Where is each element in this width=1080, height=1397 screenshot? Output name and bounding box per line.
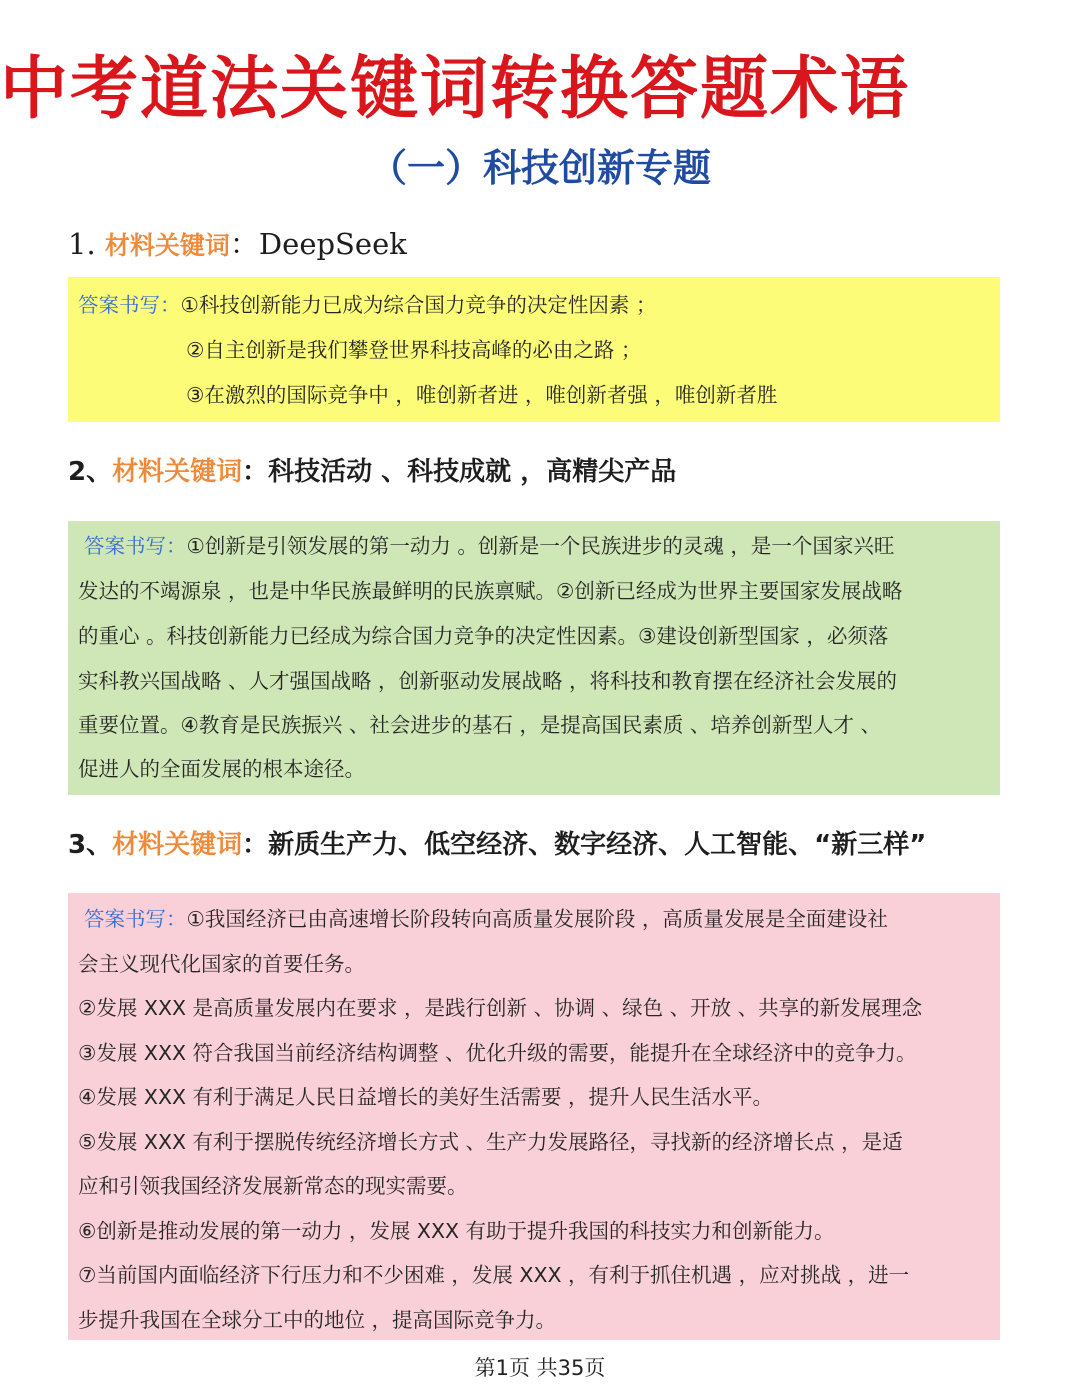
answer-line: 会主义现代化国家的首要任务。 bbox=[78, 952, 365, 976]
answer-line: ⑦当前国内面临经济下行压力和不少困难 ，发展 XXX ，有利于抓住机遇 ，应对挑战 ，进一 bbox=[78, 1263, 910, 1287]
answer-text: ①创新是引领发展的第一动力 。创新是一个民族进步的灵魂 ，是一个国家兴旺 bbox=[186, 534, 895, 558]
keywords-text: 科技活动 、科技成就 ，高精尖产品 bbox=[268, 457, 677, 487]
section-number: 3、 bbox=[68, 830, 113, 860]
answer-line bbox=[84, 524, 894, 568]
answer-label: 答案书写： bbox=[78, 293, 181, 317]
keyword-label: 材料关键词 bbox=[112, 457, 243, 487]
page-title: 中考道法关键词转换答题术语 bbox=[0, 50, 911, 129]
keywords-text: 新质生产力、低空经济、数字经济、人工智能、“新三样” bbox=[268, 830, 927, 860]
section-1-answer-box bbox=[68, 277, 1000, 422]
page-footer: 第1页 共35页 bbox=[474, 1356, 606, 1380]
answer-line: ②发展 XXX 是高质量发展内在要求 ，是践行创新 、协调 、绿色 、开放 、共享的新发展理念 bbox=[78, 996, 923, 1020]
answer-line: 重要位置。④教育是民族振兴 、社会进步的基石 ，是提高国民素质 、培养创新型人才 、 bbox=[78, 713, 881, 737]
answer-line: 的重心 。科技创新能力已经成为综合国力竞争的决定性因素。③建设创新型国家 ，必须落 bbox=[78, 624, 889, 648]
keyword-colon: ： bbox=[242, 830, 269, 860]
answer-line: ③在激烈的国际竞争中 ，唯创新者进 ，唯创新者强 ，唯创新者胜 bbox=[186, 383, 778, 407]
answer-line: ⑥创新是推动发展的第一动力 ，发展 XXX 有助于提升我国的科技实力和创新能力。 bbox=[78, 1219, 835, 1243]
answer-line: ③发展 XXX 符合我国当前经济结构调整 、优化升级的需要，能提升在全球经济中的竞争力。 bbox=[78, 1041, 917, 1065]
section-2-heading bbox=[68, 452, 676, 492]
answer-line: 发达的不竭源泉 ，也是中华民族最鲜明的民族禀赋。②创新已经成为世界主要国家发展战略 bbox=[78, 579, 903, 603]
answer-line: 步提升我国在全球分工中的地位 ，提高国际竞争力。 bbox=[78, 1308, 557, 1332]
answer-line: 促进人的全面发展的根本途径。 bbox=[78, 757, 365, 781]
keyword-label: 材料关键词 bbox=[104, 231, 230, 260]
answer-line: ⑤发展 XXX 有利于摆脱传统经济增长方式 、生产力发展路径，寻找新的经济增长点 ，是适 bbox=[78, 1130, 903, 1154]
section-number: 2、 bbox=[68, 457, 113, 487]
page-subtitle: （一）科技创新专题 bbox=[368, 146, 711, 190]
section-1-heading bbox=[68, 224, 407, 266]
section-2-answer-box bbox=[68, 521, 1000, 795]
answer-label: 答案书写： bbox=[84, 534, 187, 558]
answer-line bbox=[84, 897, 888, 941]
keyword-colon: ： bbox=[229, 227, 259, 261]
answer-text: ①我国经济已由高速增长阶段转向高质量发展阶段 ，高质量发展是全面建设社 bbox=[186, 907, 888, 931]
keyword-label: 材料关键词 bbox=[112, 830, 243, 860]
answer-line: 应和引领我国经济发展新常态的现实需要。 bbox=[78, 1174, 468, 1198]
keywords-text: DeepSeek bbox=[258, 227, 407, 261]
answer-line bbox=[78, 283, 656, 327]
section-3-heading bbox=[68, 825, 926, 865]
answer-line: ④发展 XXX 有利于满足人民日益增长的美好生活需要 ，提升人民生活水平。 bbox=[78, 1085, 774, 1109]
answer-line: 实科教兴国战略 、人才强国战略 ，创新驱动发展战略 ，将科技和教育摆在经济社会发展的 bbox=[78, 669, 898, 693]
keyword-colon: ： bbox=[242, 457, 269, 487]
answer-label: 答案书写： bbox=[84, 907, 187, 931]
section-number: 1. bbox=[68, 227, 96, 261]
answer-text: ①科技创新能力已成为综合国力竞争的决定性因素 ； bbox=[180, 293, 657, 317]
section-3-answer-box bbox=[68, 893, 1000, 1340]
answer-line: ②自主创新是我们攀登世界科技高峰的必由之路 ； bbox=[186, 338, 642, 362]
